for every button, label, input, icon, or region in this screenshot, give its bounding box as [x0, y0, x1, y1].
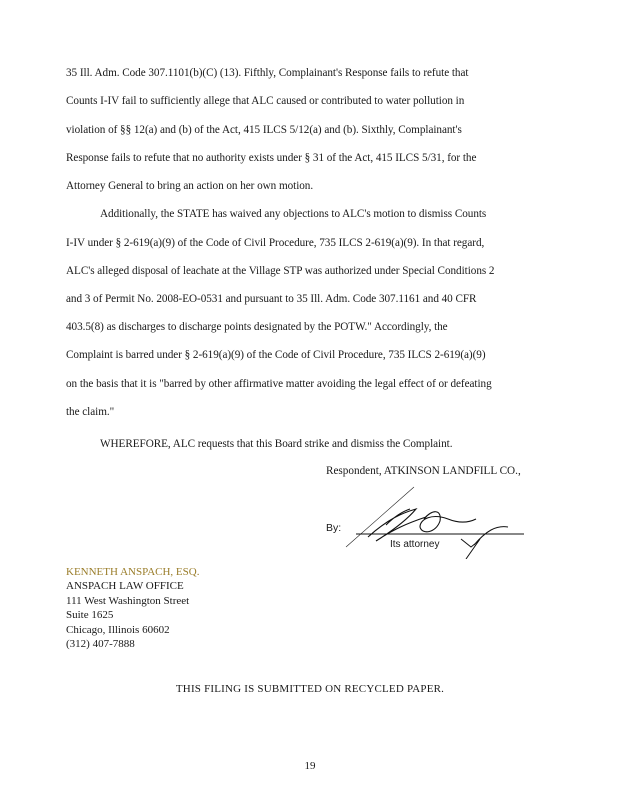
attorney-firm: ANSPACH LAW OFFICE	[66, 580, 184, 593]
body-line: I-IV under § 2-619(a)(9) of the Code of Civil Procedure, 735 ILCS 2-619(a)(9). In that regard,	[66, 237, 485, 249]
body-line: 35 Ill. Adm. Code 307.1101(b)(C) (13). Fifthly, Complainant's Response fails to refute that	[66, 67, 469, 79]
body-line: 403.5(8) as discharges to discharge points designated by the POTW." Accordingly, the	[66, 321, 448, 333]
body-line: violation of §§ 12(a) and (b) of the Act, 415 ILCS 5/12(a) and (b). Sixthly, Complainant's	[66, 124, 462, 136]
attorney-city: Chicago, Illinois 60602	[66, 623, 170, 636]
body-line: Response fails to refute that no authority exists under § 31 of the Act, 415 ILCS 5/31, for the	[66, 152, 477, 164]
attorney-phone: (312) 407-7888	[66, 638, 135, 651]
attorney-street: 111 West Washington Street	[66, 594, 190, 607]
respondent-label: Respondent, ATKINSON LANDFILL CO.,	[326, 465, 521, 477]
body-line: on the basis that it is "barred by other affirmative matter avoiding the legal effect of or defeating	[66, 378, 492, 390]
by-label: By:	[326, 522, 342, 534]
body-line: and 3 of Permit No. 2008-EO-0531 and pursuant to 35 Ill. Adm. Code 307.1161 and 40 CFR	[66, 293, 477, 305]
body-line: Attorney General to bring an action on her own motion.	[66, 180, 314, 192]
body-line: Complaint is barred under § 2-619(a)(9) of the Code of Civil Procedure, 735 ILCS 2-619(a)(9)	[66, 349, 486, 361]
body-line: Counts I-IV fail to sufficiently allege that ALC caused or contributed to water pollution in	[66, 95, 465, 107]
signature-block	[326, 465, 586, 560]
recycled-paper-notice: THIS FILING IS SUBMITTED ON RECYCLED PAPER.	[175, 683, 445, 695]
body-line: the claim."	[66, 406, 115, 418]
wherefore-line: WHEREFORE, ALC requests that this Board strike and dismiss the Complaint.	[100, 438, 453, 450]
attorney-suite: Suite 1625	[66, 609, 114, 622]
body-line: ALC's alleged disposal of leachate at the Village STP was authorized under Special Conditions 2	[66, 265, 495, 277]
page-number: 19	[304, 760, 316, 772]
attorney-block	[66, 565, 199, 651]
its-attorney-label: Its attorney	[390, 539, 440, 550]
body-line: Additionally, the STATE has waived any objections to ALC's motion to dismiss Counts	[100, 208, 487, 220]
attorney-name: KENNETH ANSPACH, ESQ.	[66, 566, 200, 578]
